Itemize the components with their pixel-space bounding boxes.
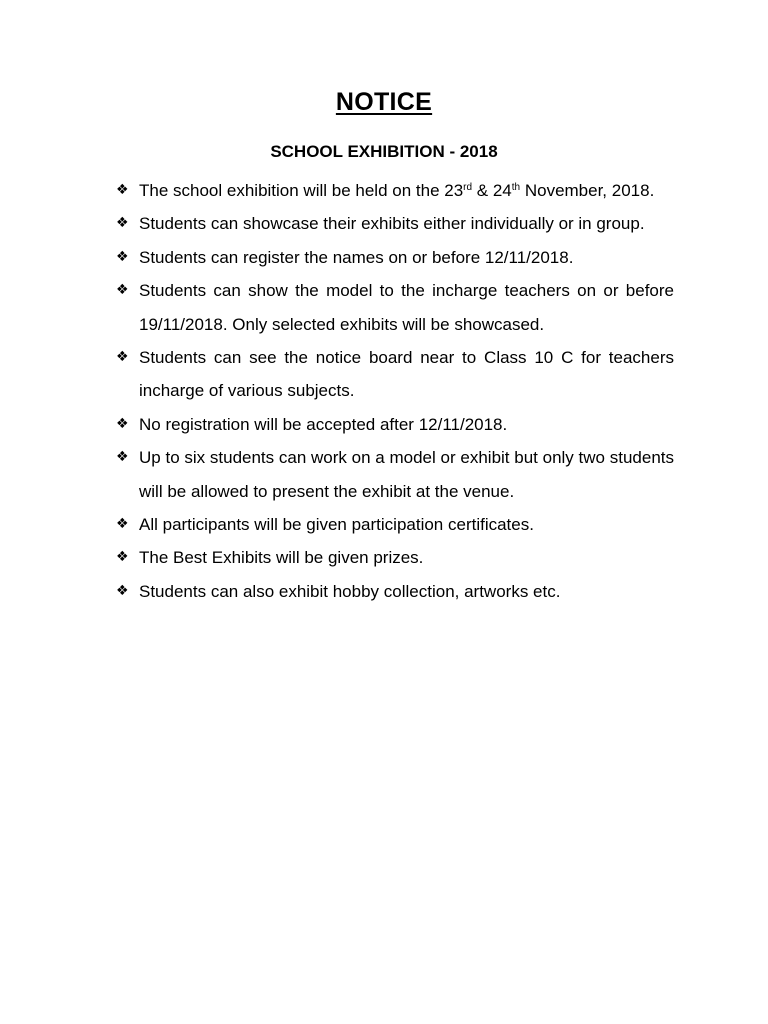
diamond-bullet-icon: ❖ bbox=[116, 215, 129, 232]
item-text: Students can also exhibit hobby collection, artworks etc. bbox=[139, 581, 561, 601]
ordinal-suffix: rd bbox=[463, 182, 473, 193]
diamond-bullet-icon: ❖ bbox=[116, 549, 129, 566]
diamond-bullet-icon: ❖ bbox=[116, 349, 129, 366]
item-text-part: The school exhibition will be held on the 23 bbox=[139, 181, 464, 200]
diamond-bullet-icon: ❖ bbox=[116, 182, 129, 198]
list-item bbox=[116, 341, 674, 408]
item-text: All participants will be given participation certificates. bbox=[139, 515, 534, 535]
list-item bbox=[116, 174, 674, 207]
list-item bbox=[116, 207, 674, 240]
item-text: Students can showcase their exhibits either individually or in group. bbox=[139, 214, 645, 234]
item-text-part: & 24 bbox=[472, 181, 512, 200]
diamond-bullet-icon: ❖ bbox=[116, 582, 129, 599]
item-text: Students can see the notice board near to Class 10 C for teachers incharge of various subjects. bbox=[139, 348, 674, 401]
list-item bbox=[116, 441, 674, 508]
diamond-bullet-icon: ❖ bbox=[116, 415, 129, 432]
diamond-bullet-icon: ❖ bbox=[116, 282, 129, 299]
list-item bbox=[116, 274, 674, 341]
list-item bbox=[116, 575, 674, 608]
notice-list bbox=[116, 174, 674, 608]
item-text: Students can show the model to the incharge teachers on or before 19/11/2018. Only selected exhibits will be showcased. bbox=[139, 281, 674, 334]
item-text-part: November, 2018. bbox=[520, 181, 655, 200]
ordinal-suffix: th bbox=[511, 182, 521, 193]
diamond-bullet-icon: ❖ bbox=[116, 449, 129, 466]
notice-subtitle: SCHOOL EXHIBITION - 2018 bbox=[270, 142, 498, 161]
item-text: Up to six students can work on a model or exhibit but only two students will be allowed to present the exhibit at the venue. bbox=[139, 448, 674, 501]
list-item bbox=[116, 408, 674, 441]
notice-title: NOTICE bbox=[335, 88, 433, 116]
item-text: Students can register the names on or before 12/11/2018. bbox=[139, 247, 574, 267]
item-text: The Best Exhibits will be given prizes. bbox=[139, 548, 424, 568]
diamond-bullet-icon: ❖ bbox=[116, 248, 129, 265]
item-text: No registration will be accepted after 12/11/2018. bbox=[139, 414, 508, 434]
list-item bbox=[116, 241, 674, 274]
list-item bbox=[116, 541, 674, 574]
list-item bbox=[116, 508, 674, 541]
item-text bbox=[139, 181, 654, 200]
diamond-bullet-icon: ❖ bbox=[116, 516, 129, 533]
